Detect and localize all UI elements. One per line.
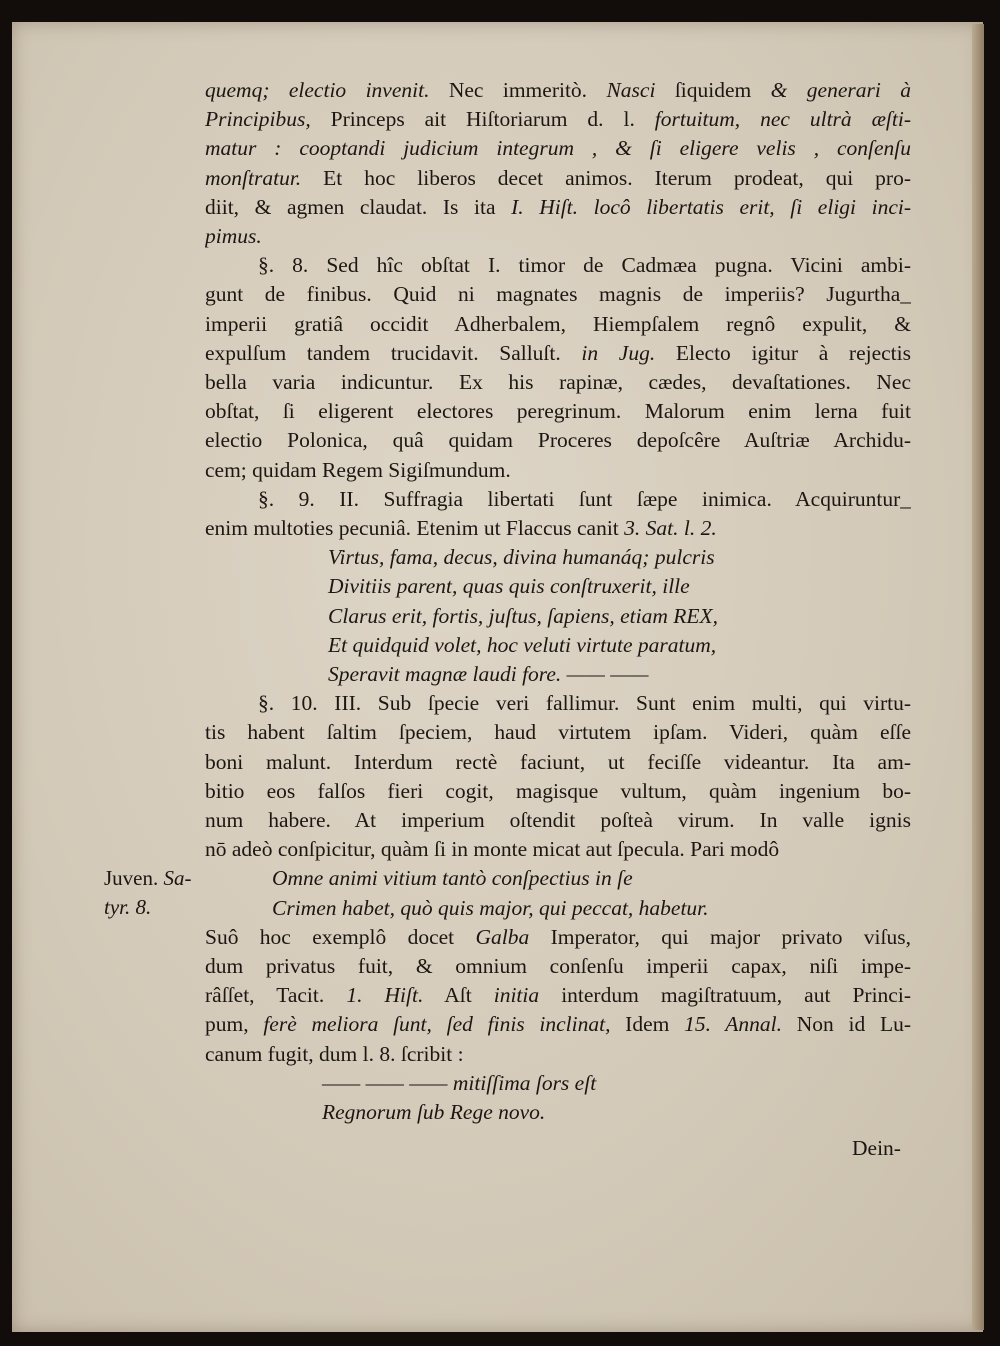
roman-text: tis habent ſaltim ſpeciem, haud virtutem ipſam. Videri, quàm eſſe	[205, 720, 911, 745]
text-line	[205, 76, 911, 105]
roman-text: Imperator, qui major privato viſus,	[529, 924, 911, 949]
text-line	[205, 426, 911, 455]
roman-text: bella varia indicuntur. Ex his rapinæ, cædes, devaſtationes. Nec	[205, 370, 911, 394]
roman-text: Aſt	[423, 983, 494, 1008]
verse-line: Virtus, fama, decus, divina humanáq; pulcris	[328, 545, 715, 570]
roman-text: electio Polonica, quâ quidam Proceres depoſcêre Auſtriæ Archidu-	[205, 428, 911, 453]
roman-text: Non id Lu-	[782, 1012, 911, 1037]
verse-line: Divitiis parent, quas quis conſtruxerit, ille	[328, 574, 690, 599]
italic-text: & generari à	[770, 78, 911, 102]
roman-text: obſtat, ſi eligerent electores peregrinum. Malorum enim lerna fuit	[205, 399, 911, 424]
roman-text: ſiquidem	[655, 78, 771, 102]
text-line	[205, 835, 911, 864]
book-page	[12, 22, 983, 1332]
text-line	[205, 164, 911, 193]
verse-line: Speravit magnæ laudi fore. —— ——	[328, 662, 649, 686]
catchword: Dein-	[852, 1136, 901, 1160]
text-line	[205, 981, 911, 1010]
text-line	[205, 222, 911, 251]
text-line	[258, 485, 911, 514]
roman-text: canum fugit, dum l. 8. ſcribit :	[205, 1041, 464, 1066]
verse-line: Regnorum ſub Rege novo.	[322, 1100, 546, 1124]
roman-text: Nec immeritò.	[429, 78, 607, 102]
roman-text: interdum magiſtratuum, aut Princi-	[539, 983, 911, 1008]
text-line	[205, 310, 911, 339]
italic-text: I. Hiſt. locô libertatis erit, ſi eligi inci-	[511, 194, 911, 219]
text-line	[205, 397, 911, 426]
italic-text: initia	[493, 983, 540, 1008]
italic-text: pimus.	[205, 224, 262, 248]
page-text	[12, 22, 983, 1332]
roman-text: boni malunt. Interdum rectè faciunt, ut feciſſe videantur. Ita am-	[205, 749, 911, 774]
roman-text: enim multoties pecuniâ. Etenim ut Flaccus canit	[205, 516, 625, 540]
margin-author: Juven.	[104, 866, 164, 891]
roman-text: pum,	[205, 1012, 264, 1037]
text-line	[205, 514, 911, 543]
roman-text: Princeps ait Hiſtoriarum d. l.	[310, 107, 655, 132]
italic-text: matur : cooptandi judicium integrum , & ſi eligere velis , conſenſu	[205, 136, 911, 161]
text-line	[205, 134, 911, 163]
text-line	[205, 777, 911, 806]
roman-text: §. 8. Sed hîc obſtat I. timor de Cadmæa pugna. Vicini ambi-	[258, 253, 911, 278]
text-line	[205, 748, 911, 777]
italic-text: 1. Hiſt.	[346, 983, 424, 1008]
italic-text: 3. Sat. l. 2.	[624, 516, 717, 540]
text-line	[205, 193, 911, 222]
text-line	[205, 105, 911, 134]
text-line	[205, 806, 911, 835]
italic-text: in Jug.	[581, 340, 656, 365]
verse-line: Crimen habet, quò quis major, qui peccat, habetur.	[272, 895, 709, 920]
text-line	[205, 280, 911, 309]
roman-text: gunt de finibus. Quid ni magnates magnis de imperiis? Jugurtha_	[205, 282, 911, 307]
roman-text: Electo igitur à rejectis	[655, 340, 911, 365]
margin-work-cont: tyr. 8.	[104, 895, 152, 920]
italic-text: Galba	[475, 924, 530, 949]
roman-text: Et hoc liberos decet animos. Iterum prodeat, qui pro-	[301, 165, 911, 190]
roman-text: Idem	[610, 1012, 685, 1037]
roman-text: expulſum tandem trucidavit. Salluſt.	[205, 340, 582, 365]
verse-line: Clarus erit, fortis, juſtus, ſapiens, etiam REX,	[328, 603, 718, 628]
margin-note	[104, 864, 219, 922]
text-line	[205, 339, 911, 368]
text-line	[205, 1040, 911, 1069]
text-line	[205, 923, 911, 952]
italic-text: monſtratur.	[205, 165, 302, 190]
roman-text: diit, & agmen claudat. Is ita	[205, 194, 512, 219]
italic-text: Principibus,	[205, 107, 311, 132]
text-line	[258, 251, 911, 280]
text-line	[205, 952, 911, 981]
roman-text: dum privatus fuit, & omnium conſenſu imperii capax, niſi impe-	[205, 954, 911, 978]
italic-text: quemq; electio invenit.	[205, 78, 430, 102]
text-line	[258, 689, 911, 718]
roman-text: §. 9. II. Suffragia libertati ſunt ſæpe inimica. Acquiruntur_	[258, 486, 911, 511]
roman-text: nō adeò conſpicitur, quàm ſi in monte micat aut ſpecula. Pari modô	[205, 837, 780, 862]
verse-line: Et quidquid volet, hoc veluti virtute paratum,	[328, 632, 717, 657]
roman-text: cem; quidam Regem Sigiſmundum.	[205, 457, 511, 482]
roman-text: Suô hoc exemplô docet	[205, 924, 476, 949]
margin-work: Sa-	[163, 866, 192, 891]
roman-text: râſſet, Tacit.	[205, 983, 347, 1008]
italic-text: 15. Annal.	[684, 1012, 783, 1037]
roman-text: §. 10. III. Sub ſpecie veri fallimur. Sunt enim multi, qui virtu-	[258, 691, 911, 716]
verse-line: —— —— —— mitiſſima ſors eſt	[322, 1070, 597, 1095]
page-edge	[972, 24, 984, 1330]
verse-line: Omne animi vitium tantò conſpectius in ſe	[272, 866, 633, 891]
text-line	[205, 456, 911, 485]
roman-text: bitio eos falſos fieri cogit, magisque vultum, quàm ingenium bo-	[205, 778, 911, 803]
roman-text: imperii gratiâ occidit Adherbalem, Hiempſalem regnô expulit, &	[205, 311, 911, 336]
text-line	[205, 718, 911, 747]
italic-text: ferè meliora ſunt, ſed finis inclinat,	[263, 1012, 611, 1037]
text-line	[205, 368, 911, 397]
italic-text: Nasci	[606, 78, 656, 102]
text-line	[205, 1010, 911, 1039]
roman-text: num habere. At imperium oſtendit poſteà virum. In valle ignis	[205, 808, 911, 832]
italic-text: fortuitum, nec ultrà æſti-	[654, 107, 911, 132]
